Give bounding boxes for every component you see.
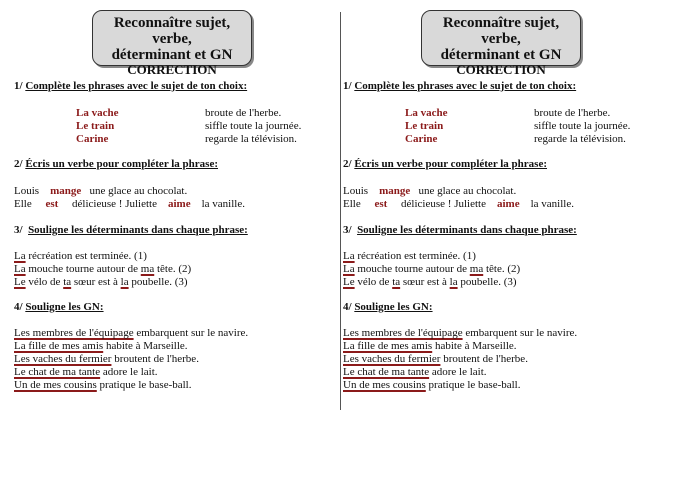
q3-det: la xyxy=(449,276,458,288)
q4-rest: habite à Marseille. xyxy=(103,340,188,352)
q1-rest-1: broute de l'herbe. xyxy=(205,107,282,119)
q2-line-1 xyxy=(343,185,516,198)
q4-gn: Le chat de ma tante xyxy=(14,366,101,378)
q4-rest: adore le lait. xyxy=(100,366,158,378)
q1-subject-1: La vache xyxy=(405,107,448,119)
q4-heading-text: Souligne les GN: xyxy=(354,301,433,313)
title-line-2: déterminant et GN xyxy=(440,47,562,63)
q3-s2-end: tête. (2) xyxy=(483,263,521,275)
q4-number: 4/ xyxy=(343,301,352,313)
q4-sentence xyxy=(14,353,199,366)
q4-gn: Le chat de ma tante xyxy=(343,366,430,378)
q4-sentence xyxy=(14,340,188,353)
q4-gn: Les membres de l'équipage xyxy=(14,327,134,339)
title-box xyxy=(92,10,252,77)
q1-subject-3: Carine xyxy=(76,133,109,145)
q1-subject-2: Le train xyxy=(76,120,115,132)
title-correction: CORRECTION xyxy=(127,62,217,77)
q3-number: 3/ xyxy=(14,224,23,236)
q3-det: Le xyxy=(343,276,355,288)
q4-rest: pratique le base-ball. xyxy=(96,379,192,391)
q1-rest-1: broute de l'herbe. xyxy=(534,107,611,119)
q4-heading xyxy=(14,301,104,314)
q4-gn: Un de mes cousins xyxy=(343,379,426,391)
q1-heading xyxy=(343,80,576,93)
q4-heading xyxy=(343,301,433,314)
q2-heading-text: Écris un verbe pour compléter la phrase: xyxy=(25,158,219,170)
q2-l2-b: délicieuse ! Juliette xyxy=(72,198,157,210)
q4-sentence xyxy=(343,340,517,353)
q1-heading-text: Complète les phrases avec le sujet de ton choix: xyxy=(354,80,577,92)
q3-det: ma xyxy=(140,263,155,275)
q1-rest-2: siffle toute la journée. xyxy=(534,120,631,132)
q2-verb-mange: mange xyxy=(379,185,411,197)
q3-s2-mid: mouche tourne autour de xyxy=(25,263,141,275)
q3-sentence-1 xyxy=(343,250,476,263)
q3-det: La xyxy=(14,263,26,275)
q2-line-2 xyxy=(343,198,574,211)
q3-s3-m2: sœur est à xyxy=(71,276,121,288)
q3-heading-text: Souligne les déterminants dans chaque phrase: xyxy=(357,224,577,236)
q3-det: La xyxy=(14,250,26,262)
worksheet-left xyxy=(0,0,330,480)
q4-sentence xyxy=(14,327,248,340)
q4-sentence xyxy=(14,379,191,392)
q2-l2-a: Elle xyxy=(343,198,361,210)
q2-l2-c: la vanille. xyxy=(530,198,574,210)
q4-number: 4/ xyxy=(14,301,23,313)
q1-heading-text: Complète les phrases avec le sujet de ton choix: xyxy=(25,80,248,92)
q4-sentence xyxy=(14,366,158,379)
q1-rest-2: siffle toute la journée. xyxy=(205,120,302,132)
q2-l2-c: la vanille. xyxy=(201,198,245,210)
q2-verb-est: est xyxy=(45,198,59,210)
q4-gn: Les vaches du fermier xyxy=(14,353,112,365)
q1-rest-3: regarde la télévision. xyxy=(534,133,626,145)
q4-sentence xyxy=(343,327,577,340)
q1-number: 1/ xyxy=(14,80,23,92)
q3-s3-m1: vélo de xyxy=(354,276,393,288)
q4-rest: adore le lait. xyxy=(429,366,487,378)
q2-verb-aime: aime xyxy=(496,198,520,210)
q2-l1-a: Louis xyxy=(343,185,369,197)
title-line-2: déterminant et GN xyxy=(111,47,233,63)
q2-line-2 xyxy=(14,198,245,211)
q3-heading xyxy=(343,224,577,237)
q2-number: 2/ xyxy=(14,158,23,170)
q3-det: ta xyxy=(392,276,401,288)
q4-sentence xyxy=(343,379,520,392)
q2-verb-aime: aime xyxy=(167,198,191,210)
q4-gn: Les membres de l'équipage xyxy=(343,327,463,339)
q1-heading xyxy=(14,80,247,93)
q3-det: Le xyxy=(14,276,26,288)
page-divider xyxy=(340,12,341,410)
q4-gn: La fille de mes amis xyxy=(14,340,104,352)
q3-det: La xyxy=(343,250,355,262)
q3-heading-text: Souligne les déterminants dans chaque phrase: xyxy=(28,224,248,236)
title-line-1: Reconnaître sujet, verbe, xyxy=(113,15,231,47)
q2-verb-mange: mange xyxy=(50,185,82,197)
q3-s2-end: tête. (2) xyxy=(154,263,192,275)
worksheet-right xyxy=(329,0,659,480)
q4-rest: broutent de l'herbe. xyxy=(440,353,528,365)
q2-verb-est: est xyxy=(374,198,388,210)
q2-l2-b: délicieuse ! Juliette xyxy=(401,198,486,210)
q4-gn: La fille de mes amis xyxy=(343,340,433,352)
q4-gn: Un de mes cousins xyxy=(14,379,97,391)
q1-number: 1/ xyxy=(343,80,352,92)
q2-l1-b: une glace au chocolat. xyxy=(89,185,188,197)
q3-s3-m1: vélo de xyxy=(25,276,64,288)
q2-heading xyxy=(14,158,218,171)
q4-sentence xyxy=(343,366,487,379)
q3-det: La xyxy=(343,263,355,275)
q4-heading-text: Souligne les GN: xyxy=(25,301,104,313)
q3-number: 3/ xyxy=(343,224,352,236)
q2-l2-a: Elle xyxy=(14,198,32,210)
q3-det: ta xyxy=(63,276,72,288)
q3-sentence-3 xyxy=(343,276,517,289)
title-correction: CORRECTION xyxy=(456,62,546,77)
q3-s1-rest: récréation est terminée. (1) xyxy=(354,250,476,262)
q1-subject-3: Carine xyxy=(405,133,438,145)
q3-sentence-2 xyxy=(343,263,520,276)
q1-subject-2: Le train xyxy=(405,120,444,132)
q4-gn: Les vaches du fermier xyxy=(343,353,441,365)
q2-l1-a: Louis xyxy=(14,185,40,197)
q2-line-1 xyxy=(14,185,187,198)
q2-heading-text: Écris un verbe pour compléter la phrase: xyxy=(354,158,548,170)
q3-s1-rest: récréation est terminée. (1) xyxy=(25,250,147,262)
q3-det: ma xyxy=(469,263,484,275)
q2-l1-b: une glace au chocolat. xyxy=(418,185,517,197)
q3-sentence-2 xyxy=(14,263,191,276)
q4-rest: pratique le base-ball. xyxy=(425,379,521,391)
title-line-1: Reconnaître sujet, verbe, xyxy=(442,15,560,47)
q3-sentence-3 xyxy=(14,276,188,289)
q4-rest: embarquent sur le navire. xyxy=(462,327,578,339)
q3-sentence-1 xyxy=(14,250,147,263)
q3-s3-end: poubelle. (3) xyxy=(128,276,188,288)
q3-heading xyxy=(14,224,248,237)
q4-sentence xyxy=(343,353,528,366)
q4-rest: broutent de l'herbe. xyxy=(111,353,199,365)
q2-number: 2/ xyxy=(343,158,352,170)
q3-det: la xyxy=(120,276,129,288)
q4-rest: habite à Marseille. xyxy=(432,340,517,352)
q1-subject-1: La vache xyxy=(76,107,119,119)
title-box xyxy=(421,10,581,77)
q1-rest-3: regarde la télévision. xyxy=(205,133,297,145)
q2-heading xyxy=(343,158,547,171)
q3-s2-mid: mouche tourne autour de xyxy=(354,263,470,275)
q4-rest: embarquent sur le navire. xyxy=(133,327,249,339)
q3-s3-m2: sœur est à xyxy=(400,276,450,288)
q3-s3-end: poubelle. (3) xyxy=(457,276,517,288)
